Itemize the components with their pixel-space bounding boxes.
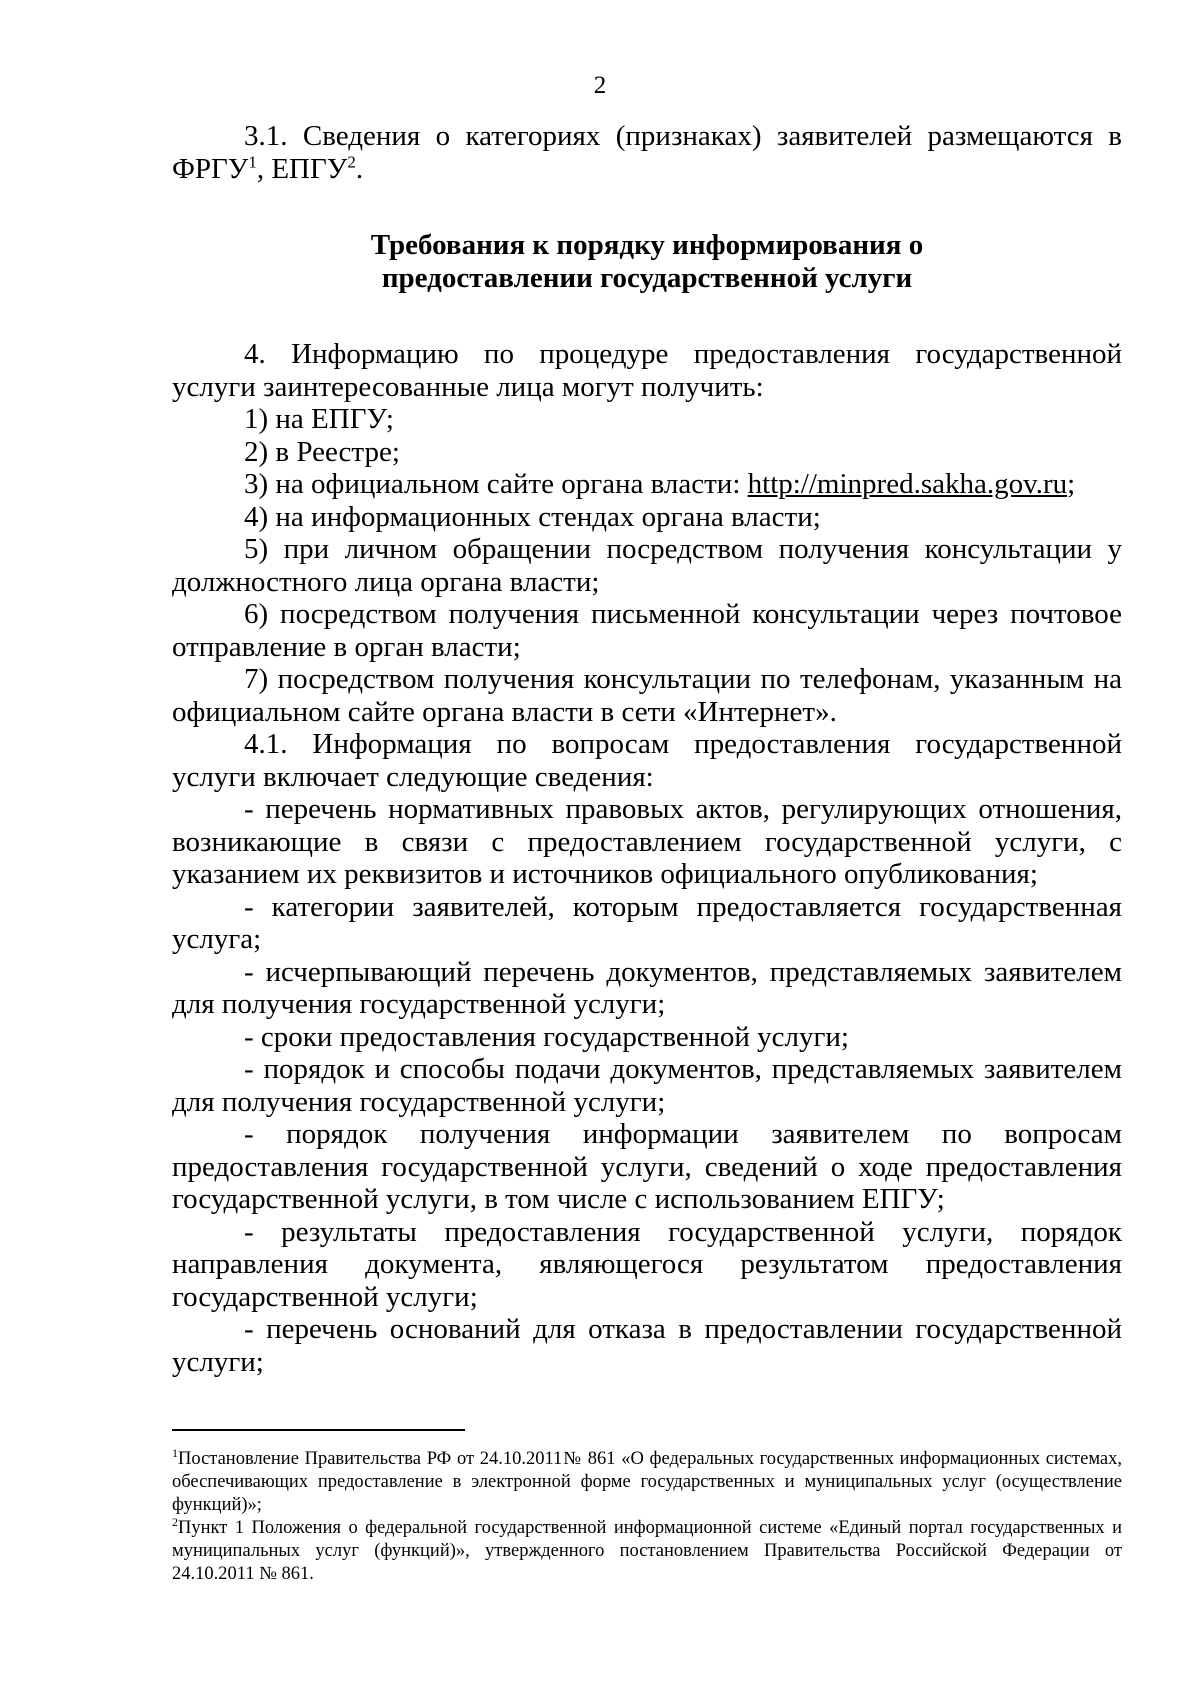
footnote-2 [172,1514,1122,1586]
list-item: 6) посредством получения письменной консультации через почтовое отправление в орган власти; [172,598,1122,663]
list-item: - категории заявителей, которым предоставляется государственная услуга; [172,890,1122,955]
list-item [172,468,1122,501]
section-heading: Требования к порядку информирования о предоставлении государственной услуги [370,229,924,294]
paragraph-3-1-end: . [355,152,364,185]
list-item: 7) посредством получения консультации по телефонам, указанным на официальном сайте органа власти в сети «Интернет». [172,663,1122,728]
footnote-text: Постановление Правительства РФ от 24.10.2011№ 861 «О федеральных государственных информационных системах, обеспечивающих предоставление в электронной форме государственных и муниципальных услуг (осуществление функций)»; [172,1449,1122,1515]
site-link[interactable]: http://minpred.sakha.gov.ru [747,468,1068,500]
page-number: 2 [593,72,607,99]
list-item: - результаты предоставления государственной услуги, порядок направления документа, являющегося результатом предоставления государственной услуги; [172,1215,1122,1313]
paragraph-3-1-mid: , ЕПГУ [256,152,348,185]
footnote-ref-2[interactable]: 2 [347,151,356,171]
document-body [172,120,1122,1378]
list-item: - порядок и способы подачи документов, представляемых заявителем для получения государственной услуги; [172,1053,1122,1118]
list-item-text: 3) на официальном сайте органа власти: [244,468,748,500]
footnotes [172,1445,1122,1586]
footnote-text: Пункт 1 Положения о федеральной государственной информационной системе «Единый портал государственных и муниципальных услуг (функций)», утвержденного постановлением Правительства Российской Федерации от 24.10.2011 № 861. [172,1518,1122,1584]
list-item: 5) при личном обращении посредством получения консультации у должностного лица органа власти; [172,533,1122,598]
paragraph-4: 4. Информацию по процедуре предоставления государственной услуги заинтересованные лица могут получить: [172,338,1122,403]
list-item: 4) на информационных стендах органа власти; [244,500,821,533]
footnote-ref-1[interactable]: 1 [248,151,257,171]
paragraph-3-1 [172,120,1122,185]
paragraph-4-1: 4.1. Информация по вопросам предоставления государственной услуги включает следующие сведения: [172,728,1122,793]
list-item: - исчерпывающий перечень документов, представляемых заявителем для получения государственной услуги; [172,955,1122,1020]
list-item: - перечень нормативных правовых актов, регулирующих отношения, возникающие в связи с предоставлением государственной услуги, с указанием их реквизитов и источников официального опубликования; [172,793,1122,890]
footnote-mark: 2 [172,1514,178,1529]
paragraph-3-1-text: 3.1. Сведения о категориях (признаках) заявителей размещаются в ФРГУ [172,120,1122,185]
footnote-1 [172,1445,1122,1517]
list-item: - перечень оснований для отказа в предоставлении государственной услуги; [172,1313,1122,1378]
footnote-divider [172,1429,465,1431]
list-item: 1) на ЕПГУ; [244,403,394,435]
list-item: 2) в Реестре; [244,435,400,468]
footnote-mark: 1 [172,1445,178,1460]
list-item-end: ; [1067,468,1076,500]
list-item: - порядок получения информации заявителем по вопросам предоставления государственной услуги, сведений о ходе предоставления государственной услуги, в том числе с использованием ЕПГУ; [172,1118,1122,1215]
list-item: - сроки предоставления государственной услуги; [244,1020,849,1053]
